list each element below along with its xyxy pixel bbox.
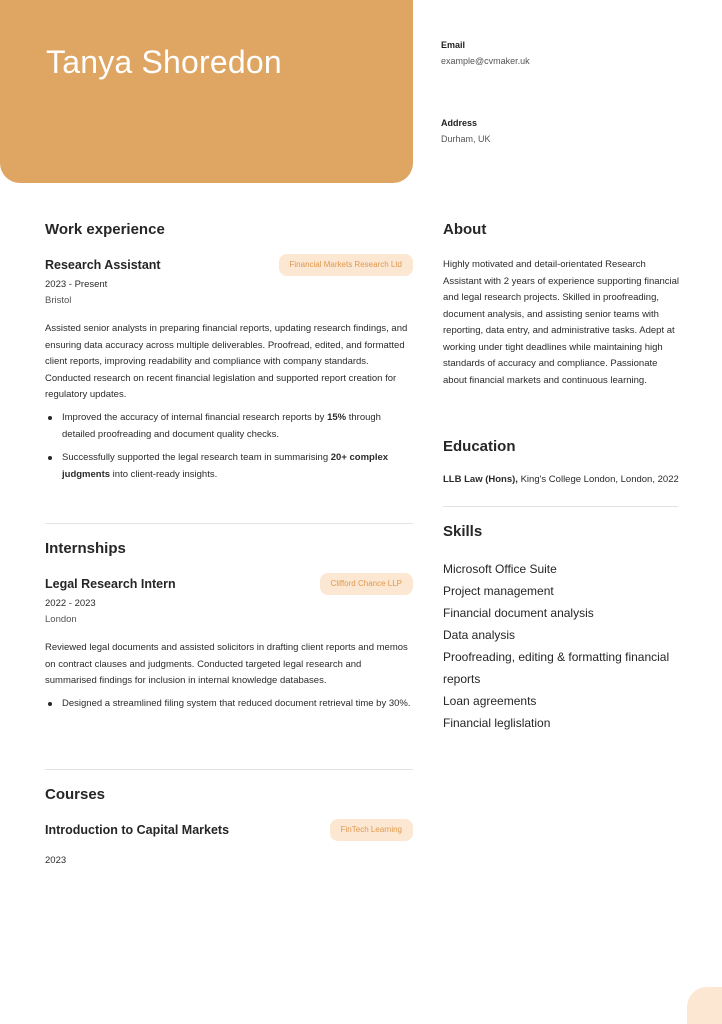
course-provider-badge: FinTech Learning bbox=[330, 819, 413, 841]
course-year: 2023 bbox=[45, 855, 67, 866]
section-divider bbox=[443, 506, 678, 507]
list-item: Designed a streamlined filing system that reduced document retrieval time by 30%. bbox=[45, 696, 413, 713]
skills-list bbox=[443, 558, 688, 734]
work-bullet-list bbox=[45, 410, 413, 490]
work-experience-heading: Work experience bbox=[45, 221, 165, 238]
internship-company-badge: Clifford Chance LLP bbox=[320, 573, 413, 595]
email-label: Email bbox=[441, 40, 466, 50]
address-label: Address bbox=[441, 118, 478, 128]
header-banner bbox=[0, 0, 413, 183]
skill-item: Loan agreements bbox=[443, 694, 537, 708]
education-details: King's College London, London, 2022 bbox=[517, 474, 679, 485]
skill-item: Financial document analysis bbox=[443, 606, 594, 620]
contact-address bbox=[441, 118, 491, 144]
work-location: Bristol bbox=[45, 295, 72, 306]
internship-description: Reviewed legal documents and assisted solicitors in drafting client reports and memos on contract clauses and judgments. Conducted targeted legal research and summarised findings for inclusion in internal knowledge databases. bbox=[45, 642, 408, 686]
list-item: Improved the accuracy of internal financial research reports by 15% through detailed proofreading and document quality checks. bbox=[45, 410, 413, 443]
work-job-title: Research Assistant bbox=[45, 258, 161, 272]
education-entry bbox=[443, 474, 679, 485]
work-company-badge: Financial Markets Research Ltd bbox=[279, 254, 414, 276]
email-value: example@cvmaker.uk bbox=[441, 56, 530, 66]
address-value: Durham, UK bbox=[441, 134, 491, 144]
contact-email bbox=[441, 40, 530, 66]
section-divider bbox=[45, 523, 413, 524]
internship-job-title: Legal Research Intern bbox=[45, 577, 176, 591]
internships-heading: Internships bbox=[45, 540, 126, 557]
course-title: Introduction to Capital Markets bbox=[45, 823, 230, 837]
corner-decoration bbox=[687, 987, 722, 1024]
about-heading: About bbox=[443, 221, 487, 238]
work-description: Assisted senior analysts in preparing financial reports, updating research findings, and ensuring data accuracy across multiple deliverables. Proofread, edited, and formatted client reports, improving readability and compliance with company standards. Conducted research on recent financial legislation and supported report creation for regulatory updates. bbox=[45, 323, 408, 400]
candidate-name: Tanya Shoredon bbox=[46, 44, 282, 80]
skills-heading: Skills bbox=[443, 523, 483, 540]
about-text: Highly motivated and detail-orientated Research Assistant with 2 years of experience supporting financial and legal research projects. Skilled in proofreading, document analysis, and assisting senior teams with reporting, data entry, and administrative tasks. Adept at working under tight deadlines while maintaining high standards of accuracy and compliance. Passionate about financial markets and continuous learning. bbox=[443, 259, 680, 386]
internship-location: London bbox=[45, 614, 77, 625]
section-divider bbox=[45, 769, 413, 770]
courses-heading: Courses bbox=[45, 786, 106, 803]
skill-item: Microsoft Office Suite bbox=[443, 562, 557, 576]
skill-item: Proofreading, editing & formatting financial reports bbox=[443, 650, 670, 686]
education-degree: LLB Law (Hons), bbox=[443, 474, 518, 485]
list-item: Successfully supported the legal research team in summarising 20+ complex judgments into client-ready insights. bbox=[45, 450, 413, 483]
education-heading: Education bbox=[443, 438, 516, 455]
skill-item: Financial leglislation bbox=[443, 716, 551, 730]
internship-bullet-list bbox=[45, 696, 413, 720]
work-dates: 2023 - Present bbox=[45, 279, 108, 290]
skill-item: Data analysis bbox=[443, 628, 516, 642]
skill-item: Project management bbox=[443, 584, 554, 598]
internship-dates: 2022 - 2023 bbox=[45, 598, 96, 609]
